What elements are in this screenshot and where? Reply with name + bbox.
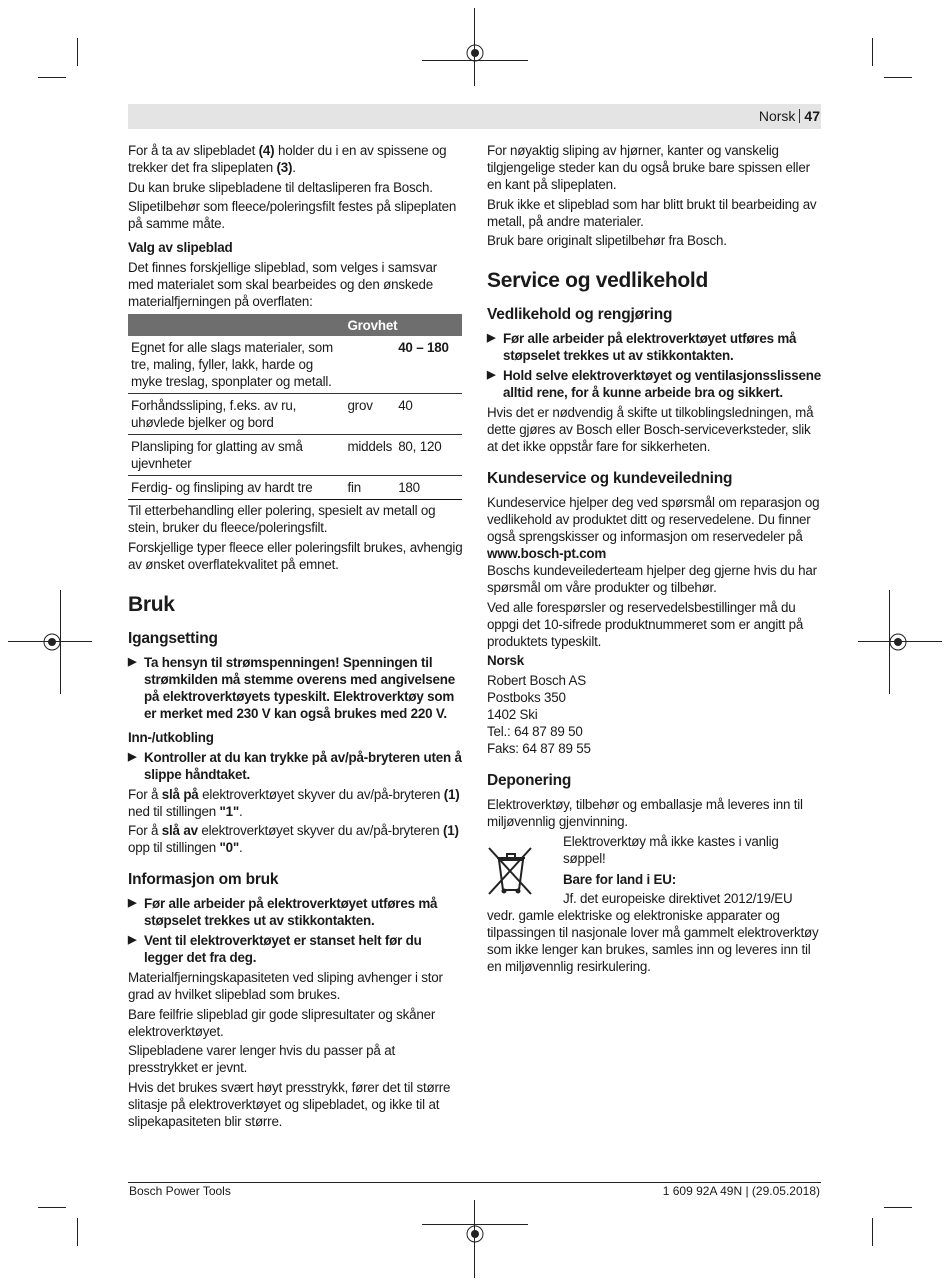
subheading-valg: Valg av slipeblad: [128, 240, 233, 255]
paragraph: Ved alle forespørsler og reservedelsbestillinger må du oppgi det 10-sifrede produktnummeret som er angitt på produktets typeskilt.: [487, 599, 804, 649]
crop-mark: [884, 1207, 912, 1208]
header-section: Norsk: [758, 108, 796, 124]
triangle-bullet-icon: ▶: [128, 655, 137, 668]
table-cell: Ferdig- og finsliping av hardt tre: [128, 476, 344, 500]
paragraph: Boschs kundeveilederteam hjelper deg gjerne hvis du har spørsmål om våre produkter og tilbehør.: [487, 563, 817, 595]
section-title-igangsetting: Igangsetting: [128, 629, 218, 647]
registration-mark-icon: [466, 44, 484, 62]
paragraph: Elektroverktøy, tilbehør og emballasje må leveres inn til miljøvennlig gjenvinning.: [487, 797, 803, 829]
subheading-inn-ut: Inn-/utkobling: [128, 729, 214, 745]
paragraph: Bare feilfrie slipeblad gir gode slipresultater og skåner elektroverktøyet.: [128, 1006, 436, 1039]
paragraph-remove-blade: For å ta av slipebladet (4) holder du i en av spissene og trekker det fra slipeplaten (3).: [128, 143, 447, 175]
table-row: [128, 435, 462, 476]
table-cell: [344, 336, 395, 394]
paragraph: Det finnes forskjellige slipeblad, som velges i samsvar med materialet som skal bearbeides og den ønskede materialfjerningen på overflaten:: [128, 260, 438, 309]
table-header: Grovhet: [344, 314, 462, 336]
section-title-info: Informasjon om bruk: [128, 871, 279, 888]
table-cell: 80, 120: [395, 435, 462, 476]
paragraph-switch-off: For å slå av elektroverktøyet skyver du av/på-bryteren (1) opp til stillingen "0".: [128, 823, 459, 855]
triangle-bullet-icon: ▶: [487, 369, 496, 381]
section-title-deponering: Deponering: [487, 772, 572, 789]
table-cell: Forhåndssliping, f.eks. av ru, uhøvlede bjelker og bord: [128, 394, 344, 435]
crop-mark: [77, 1218, 78, 1246]
address-line: Tel.: 64 87 89 50: [487, 724, 583, 739]
table-header-row: [128, 314, 462, 336]
table-cell: 180: [395, 476, 462, 500]
triangle-bullet-icon: ▶: [128, 934, 137, 946]
address-line: 1402 Ski: [487, 707, 538, 722]
website-link[interactable]: www.bosch-pt.com: [487, 546, 607, 561]
paragraph: vedr. gamle elektriske og elektroniske apparater og tilpassingen til nasjonale lover må gammelt elektroverktøy som ikke lenger kan brukes, samles inn og leveres inn til en miljøvennlig resirkulering.: [487, 907, 819, 974]
paragraph: Materialfjerningskapasiteten ved sliping avhenger i stor grad av hvilket slipeblad som brukes.: [128, 970, 443, 1002]
bullet-item: ▶ Ta hensyn til strømspenningen! Spenningen til strømkilden må stemme overens med angivelsene på elektroverktøyets typeskilt. Elektroverktøy som er merket med 230 V kan også brukes med 220 V.: [128, 654, 456, 721]
table-row: [128, 394, 462, 435]
table-cell: middels: [344, 435, 395, 476]
address-block: [487, 672, 821, 757]
left-column: [128, 142, 464, 1132]
address-line: Postboks 350: [487, 690, 566, 705]
grit-table: [128, 314, 462, 500]
paragraph: Bruk bare originalt slipetilbehør fra Bosch.: [487, 233, 727, 248]
crossed-out-bin-icon: [487, 846, 535, 896]
bullet-item: ▶ Vent til elektroverktøyet er stanset helt før du legger det fra deg.: [128, 933, 422, 965]
crop-mark: [872, 38, 873, 66]
address-line: Faks: 64 87 89 55: [487, 741, 591, 756]
crop-mark: [872, 1218, 873, 1246]
section-title-vedlikehold: Vedlikehold og rengjøring: [487, 306, 673, 323]
paragraph: Hvis det er nødvendig å skifte ut tilkoblingsledningen, må dette gjøres av Bosch eller Bosch-serviceverksteder, slik at det ikke oppstår fare for sikkerheten.: [487, 405, 814, 454]
section-title-service: Service og vedlikehold: [487, 269, 708, 292]
paragraph: Bruk ikke et slipeblad som har blitt brukt til bearbeiding av metall, på andre materialer.: [487, 196, 817, 229]
crop-mark: [77, 38, 78, 66]
bullet-item: ▶ Før alle arbeider på elektroverktøyet utføres må støpselet trekkes ut av stikkontakten.: [128, 896, 438, 928]
triangle-bullet-icon: ▶: [128, 750, 137, 763]
crop-mark: [884, 77, 912, 78]
paragraph: Slipetilbehør som fleece/poleringsfilt festes på slipeplaten på samme måte.: [128, 199, 457, 231]
table-cell: Plansliping for glatting av små ujevnheter: [128, 435, 344, 476]
table-cell: grov: [344, 394, 395, 435]
right-column: [487, 142, 821, 977]
page-header: [759, 108, 820, 124]
paragraph: For nøyaktig sliping av hjørner, kanter og vanskelig tilgjengelige steder kan du også bruke bare spissen eller en kant på slipeplaten.: [487, 143, 810, 192]
paragraph: Elektroverktøy må ikke kastes i vanlig søppel!: [563, 833, 779, 866]
registration-mark-icon: [889, 633, 907, 651]
paragraph: Hvis det brukes svært høyt presstrykk, fører det til større slitasje på elektroverktøyet og slipebladet, og ikke til at slipekapasiteten blir større.: [128, 1079, 451, 1129]
paragraph: Kundeservice hjelper deg ved spørsmål om reparasjon og vedlikehold av produktet ditt og reservedelene. Du finner også sprengskisser og informasjon om reservedeler på www.bosch-pt.com: [487, 495, 820, 561]
header-separator: [799, 109, 800, 123]
table-cell: 40: [395, 394, 462, 435]
triangle-bullet-icon: ▶: [128, 897, 137, 909]
bullet-item: ▶ Før alle arbeider på elektroverktøyet utføres må støpselet trekkes ut av stikkontakten.: [487, 331, 797, 363]
table-cell: Egnet for alle slags materialer, som tre, maling, fyller, lakk, harde og myke treslag, sponplater og metall.: [128, 336, 344, 394]
table-cell: fin: [344, 476, 395, 500]
footer-brand: Bosch Power Tools: [129, 1184, 231, 1198]
page-number: 47: [804, 108, 820, 124]
paragraph: Du kan bruke slipebladene til deltasliperen fra Bosch.: [128, 179, 433, 195]
header-bar: [128, 104, 821, 129]
paragraph: Slipebladene varer lenger hvis du passer på at presstrykket er jevnt.: [128, 1043, 395, 1075]
address-line: Robert Bosch AS: [487, 673, 586, 688]
registration-mark-icon: [466, 1225, 484, 1243]
bullet-item: ▶ Hold selve elektroverktøyet og ventilasjonsslissene alltid rene, for å kunne arbeide bra og sikkert.: [487, 368, 822, 400]
paragraph: Forskjellige typer fleece eller poleringsfilt brukes, avhengig av ønsket overflatekvalitet på emnet.: [128, 539, 463, 572]
paragraph: Jf. det europeiske direktivet 2012/19/EU: [563, 890, 793, 906]
section-title-kundeservice: Kundeservice og kundeveiledning: [487, 470, 733, 487]
paragraph-switch-on: For å slå på elektroverktøyet skyver du av/på-bryteren (1) ned til stillingen "1".: [128, 786, 460, 819]
bullet-item: ▶ Kontroller at du kan trykke på av/på-bryteren uten å slippe håndtaket.: [128, 749, 462, 782]
paragraph: Til etterbehandling eller polering, spesielt av metall og stein, bruker du fleece/poleringsfilt.: [128, 503, 436, 535]
country-label: Norsk: [487, 653, 524, 668]
triangle-bullet-icon: ▶: [487, 332, 496, 344]
crop-mark: [38, 1207, 66, 1208]
footer-rule: [128, 1182, 821, 1183]
table-cell: 40 – 180: [395, 336, 462, 394]
footer-doc-number: 1 609 92A 49N | (29.05.2018): [662, 1184, 820, 1198]
registration-mark-icon: [43, 633, 61, 651]
table-row: [128, 476, 462, 500]
subheading-eu: Bare for land i EU:: [563, 871, 677, 887]
section-title-bruk: Bruk: [128, 592, 175, 616]
crop-mark: [38, 77, 66, 78]
table-row: [128, 336, 462, 394]
